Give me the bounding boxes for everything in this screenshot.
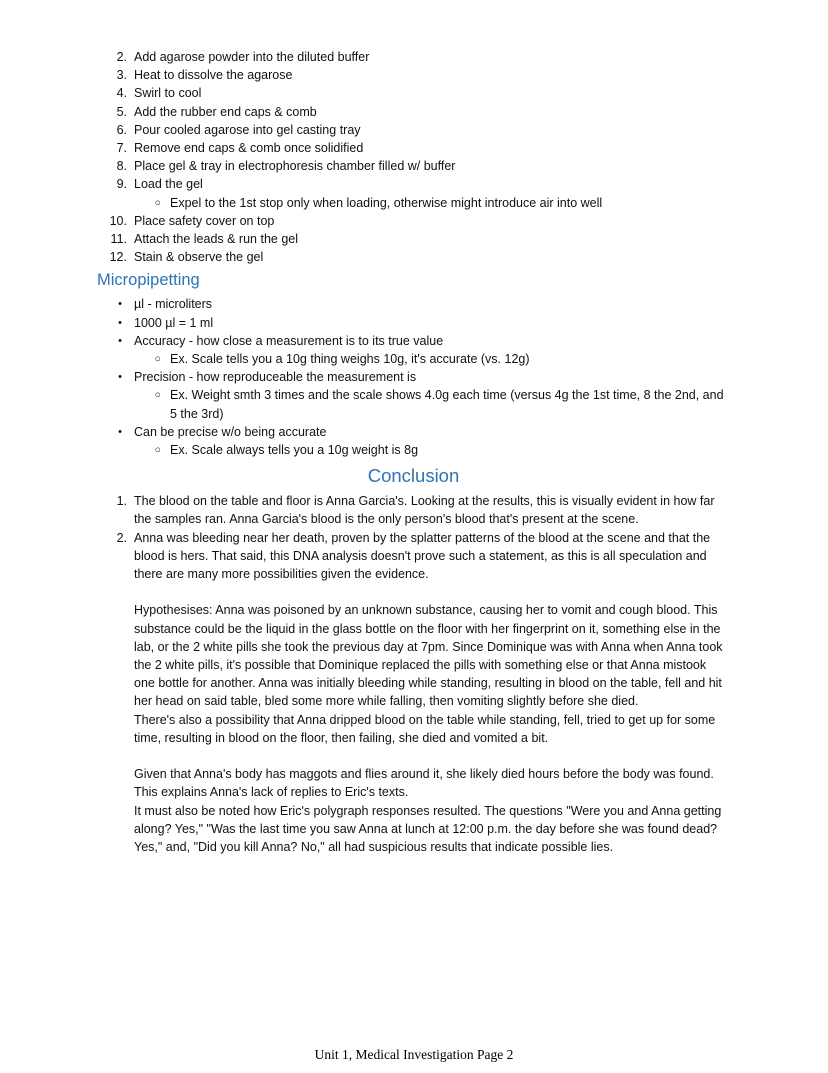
- list-item-text: Place gel & tray in electrophoresis chamber filled w/ buffer: [134, 159, 456, 174]
- sub-list-item: [134, 386, 730, 422]
- circle-bullet-marker: ○: [154, 196, 161, 209]
- list-item: [97, 314, 730, 332]
- sub-list-item: [134, 441, 730, 459]
- list-item: [97, 212, 730, 230]
- list-item: [97, 423, 730, 459]
- list-item: [97, 66, 730, 84]
- list-item-text: The blood on the table and floor is Anna Garcia's. Looking at the results, this is visually evident in how far the samples ran. Anna Garcia's blood is the only person's blood that's present at the scene.: [134, 494, 715, 527]
- bullet-marker: •: [118, 425, 122, 438]
- list-number: 3.: [116, 68, 127, 83]
- page-footer: Unit 1, Medical Investigation Page 2: [314, 1046, 514, 1062]
- circle-bullet-marker: ○: [154, 444, 161, 457]
- list-item: [97, 230, 730, 248]
- bullet-marker: •: [118, 316, 122, 329]
- list-item-text: Add agarose powder into the diluted buffer: [134, 50, 370, 64]
- list-item-text: µl - microliters: [134, 297, 213, 312]
- circle-bullet-marker: ○: [154, 353, 161, 366]
- list-item-text: Load the gel ○ Expel to the 1st stop only when loading, otherwise might introduce air into well: [134, 175, 730, 211]
- list-item: [97, 175, 730, 211]
- list-number: 2.: [116, 50, 127, 64]
- list-item-text: Attach the leads & run the gel: [134, 232, 298, 247]
- list-item-text: Accuracy - how close a measurement is to its true value ○ Ex. Scale tells you a 10g thing weighs 10g, it's accurate (vs. 12g): [134, 332, 730, 368]
- list-number: 6.: [116, 122, 127, 137]
- list-item: [97, 248, 730, 266]
- list-number: 8.: [116, 159, 127, 174]
- list-item-text: Swirl to cool: [134, 86, 202, 101]
- list-number: 11.: [110, 232, 127, 247]
- list-number: 7.: [116, 141, 127, 156]
- list-item-text: 1000 µl = 1 ml: [134, 315, 214, 330]
- list-item-text: Anna was bleeding near her death, proven by the splatter patterns of the blood at the scene and that the blood is hers. That said, this DNA analysis doesn't prove such a statement, as this is all speculation and there are many more possibilities given the evidence. Hypothesises: Anna was poisoned by an unknown substance, causing her to vomit and cough blood. This substance could be the liquid in the glass bottle on the floor with her fingerprint on it, something else in the lab, or the 2 white pills she took the previous day at 7pm. Since Dominique was with Anna when Anna took the 2 white pills, it's possible that Dominique replaced the pills with something else or that Anna mistook one bottle for another. Anna was initially bleeding while standing, resulting in blood on the table, fell and hit her head on said table, bled some more while falling, then vomiting slightly before she died. There's also a possibility that Anna dripped blood on the table while standing, fell, tried to get up for some time, resulting in blood on the floor, then failing, she died and vomited a bit. Given that Anna's body has maggots and flies around it, she likely died hours before the body was found. This explains Anna's lack of replies to Eric's texts. It must also be noted how Eric's polygraph responses resulted. The questions "Were you and Anna getting along? Yes," "Was the last time you saw Anna at lunch at 12:00 p.m. the day before she was found dead? Yes," and, "Did you kill Anna? No," all had suspicious results that indicate possible lies.: [134, 530, 723, 855]
- list-item-text: Place safety cover on top: [134, 213, 275, 228]
- list-number: 4.: [116, 86, 127, 101]
- list-item: [97, 368, 730, 423]
- sub-list-item-text: Ex. Scale always tells you a 10g weight is 8g: [170, 443, 419, 458]
- list-number: 10.: [109, 213, 127, 228]
- list-item-text: Stain & observe the gel: [134, 250, 264, 265]
- list-item: [97, 492, 730, 528]
- sub-list-item-text: Ex. Weight smth 3 times and the scale shows 4.0g each time (versus 4g the 1st time, 8 the 2nd, and 5 the 3rd): [170, 388, 724, 421]
- bullet-marker: •: [118, 298, 122, 311]
- circle-bullet-marker: ○: [154, 389, 161, 402]
- list-item-text: Heat to dissolve the agarose: [134, 68, 293, 83]
- list-item: [97, 48, 730, 66]
- list-item: [97, 157, 730, 175]
- list-number: 9.: [116, 177, 127, 192]
- list-item-text: Pour cooled agarose into gel casting tray: [134, 122, 361, 137]
- list-item-text: Add the rubber end caps & comb: [134, 104, 317, 119]
- list-item: [97, 121, 730, 139]
- bullet-marker: •: [118, 334, 122, 347]
- list-item: [97, 84, 730, 102]
- list-item: [97, 295, 730, 313]
- sub-list-item: [134, 194, 730, 212]
- list-number: 5.: [116, 104, 127, 119]
- sub-list-item-text: Ex. Scale tells you a 10g thing weighs 10g, it's accurate (vs. 12g): [170, 352, 530, 367]
- list-item: [97, 332, 730, 368]
- list-item: [97, 529, 730, 857]
- conclusion-list: [97, 492, 730, 856]
- conclusion-heading: Conclusion: [367, 465, 460, 487]
- list-number: 1.: [116, 494, 127, 509]
- gel-electrophoresis-steps-list: [97, 48, 730, 266]
- list-number: 2.: [116, 530, 127, 545]
- sub-list-item: [134, 350, 730, 368]
- micropipetting-list: [97, 295, 730, 459]
- sub-list-item-text: Expel to the 1st stop only when loading, otherwise might introduce air into well: [170, 195, 603, 210]
- list-item: [97, 103, 730, 121]
- micropipetting-heading: Micropipetting: [97, 271, 200, 290]
- list-item: [97, 139, 730, 157]
- bullet-marker: •: [118, 371, 122, 384]
- list-number: 12.: [109, 250, 127, 265]
- list-item-text: Can be precise w/o being accurate ○ Ex. Scale always tells you a 10g weight is 8g: [134, 423, 730, 459]
- list-item-text: Precision - how reproduceable the measurement is ○ Ex. Weight smth 3 times and the scale shows 4.0g each time (versus 4g the 1st time, 8 the 2nd, and 5 the 3rd): [134, 368, 730, 423]
- list-item-text: Remove end caps & comb once solidified: [134, 141, 364, 156]
